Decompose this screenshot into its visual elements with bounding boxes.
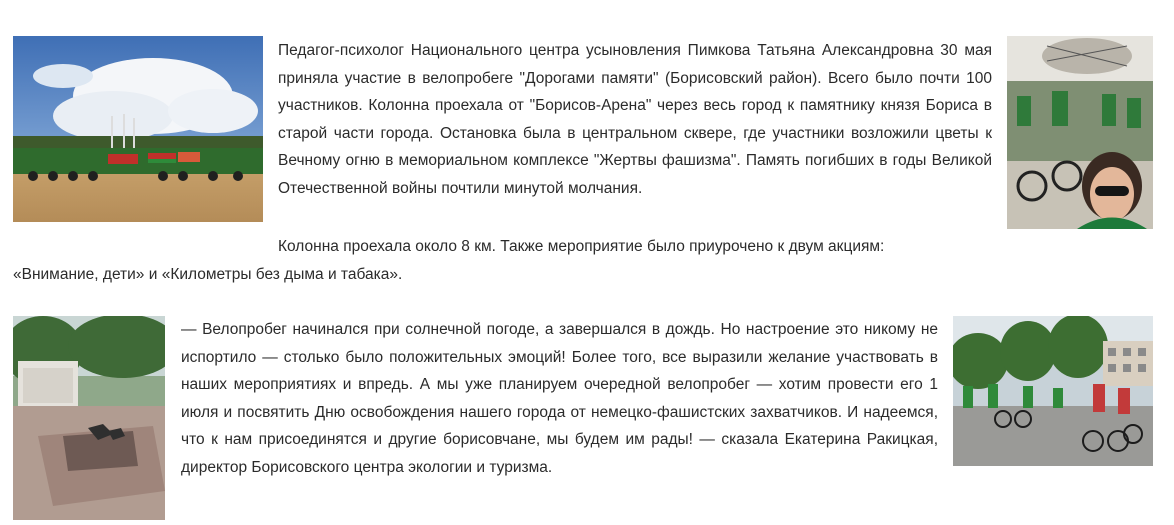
eternal-flame-memorial-photo: [13, 316, 165, 520]
article-paragraph-2-line-1: Колонна проехала около 8 км. Также мероприятие было приурочено к двум акциям:: [278, 238, 885, 255]
article-paragraph-1: Педагог-психолог Национального центра усыновления Пимкова Татьяна Александровна 30 мая приняла участие в велопробеге "Дорогами памяти" (Борисовский район). Всего было почти 100 участников. Колонна проехала от "Борисов-Арена" через весь город к памятнику князя Бориса в старой части города. Остановка была в центральном сквере, где участники возложили цветы к Вечному огню в мемориальном комплексе "Жертвы фашизма". Память погибших в годы Великой Отечественной войны почтили минутой молчания.: [278, 42, 992, 197]
selfie-with-cyclists-photo: [1007, 36, 1153, 229]
article-paragraph-3: — Велопробег начинался при солнечной погоде, а завершался в дождь. Но настроение это никому не испортило — столько было положительных эмоций! Более того, все выразили желание участвовать в наших мероприятиях и впредь. А мы уже планируем очередной велопробег — хотим провести его 1 июля и посвятить Дню освобождения нашего города от немецко-фашистских захватчиков. И надеемся, что к нам присоединятся и другие борисовчане, мы будем им рады! — сказала Екатерина Ракицкая, директор Борисовского центра экологии и туризма.: [181, 321, 938, 476]
cyclists-on-street-photo: [953, 316, 1153, 466]
article-paragraph-2-line-2: «Внимание, дети» и «Километры без дыма и табака».: [13, 266, 403, 283]
cyclists-group-photo: [13, 36, 263, 222]
